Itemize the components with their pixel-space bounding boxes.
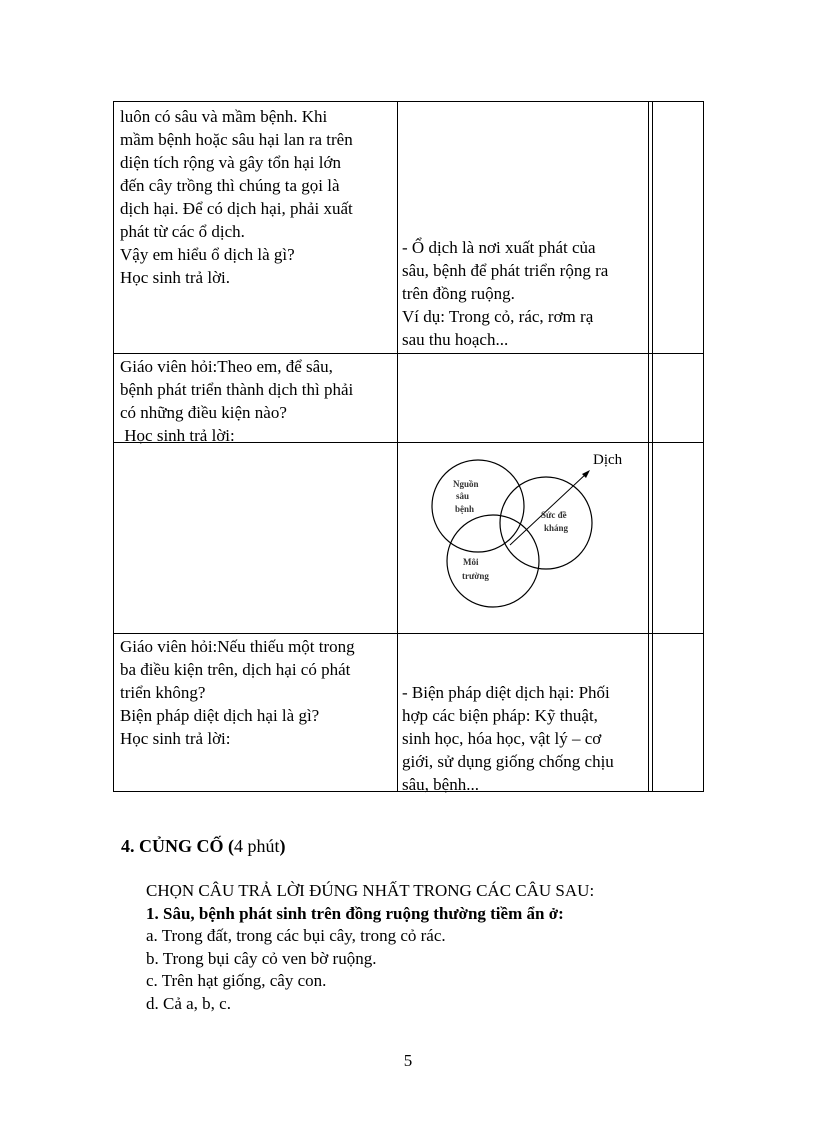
label-moi: Môi (463, 557, 479, 567)
column-divider-double (648, 102, 653, 791)
quiz-question: 1. Sâu, bệnh phát sinh trên đồng ruộng thường tiềm ẩn ở: (146, 903, 564, 923)
label-dich: Dịch (593, 452, 623, 468)
row-divider (114, 353, 703, 354)
label-sau: sâu (456, 491, 470, 501)
row4-left-cell: Giáo viên hỏi:Nếu thiếu một trong ba điều kiện trên, dịch hại có phát triển không? Biện pháp diệt dịch hại là gì? Học sinh trả lời: (120, 637, 355, 748)
label-benh: bệnh (455, 504, 475, 514)
label-truong: trường (462, 571, 489, 581)
page-number: 5 (403, 1051, 413, 1070)
quiz-option: b. Trong bụi cây cỏ ven bờ ruộng. (146, 948, 377, 968)
label-nguon: Nguồn (453, 479, 479, 489)
quiz-option: d. Cả a, b, c. (146, 993, 231, 1013)
row1-left-cell: luôn có sâu và mầm bệnh. Khi mầm bệnh hoặc sâu hại lan ra trên diện tích rộng và gây tổn hại lớn đến cây trồng thì chúng ta gọi là dịch hại. Để có dịch hại, phải xuất phát từ các ổ dịch. Vậy em hiểu ổ dịch là gì? Học sinh trả lời. (120, 107, 353, 287)
column-divider (397, 102, 398, 791)
row2-left-cell: Giáo viên hỏi:Theo em, để sâu, bệnh phát triển thành dịch thì phải có những điều kiện nào? Học sinh trả lời: (120, 357, 354, 445)
label-suc-de: Sức đề (541, 510, 567, 520)
quiz-option: a. Trong đất, trong các bụi cây, trong cỏ rác. (146, 926, 446, 946)
row4-right-cell: - Biện pháp diệt dịch hại: Phối hợp các biện pháp: Kỹ thuật, sinh học, hóa học, vật lý – cơ giới, sử dụng giống chống chịu sâu, bệnh... (402, 683, 614, 794)
label-khang: kháng (544, 523, 569, 533)
quiz-block (146, 880, 594, 1016)
quiz-instruction: CHỌN CÂU TRẢ LỜI ĐÚNG NHẤT TRONG CÁC CÂU SAU: (146, 881, 595, 900)
circle-pest-source (432, 460, 524, 552)
quiz-option: c. Trên hạt giống, cây con. (146, 971, 327, 991)
lesson-table (113, 101, 704, 792)
circle-environment (447, 515, 539, 607)
row-divider (114, 633, 703, 634)
section-heading: 4. CỦNG CỐ (4 phút) (121, 836, 286, 856)
row1-right-cell: - Ổ dịch là nơi xuất phát của sâu, bệnh để phát triển rộng ra trên đồng ruộng. Ví dụ: Trong cỏ, rác, rơm rạ sau thu hoạch... (402, 238, 609, 349)
venn-diagram (427, 449, 643, 614)
